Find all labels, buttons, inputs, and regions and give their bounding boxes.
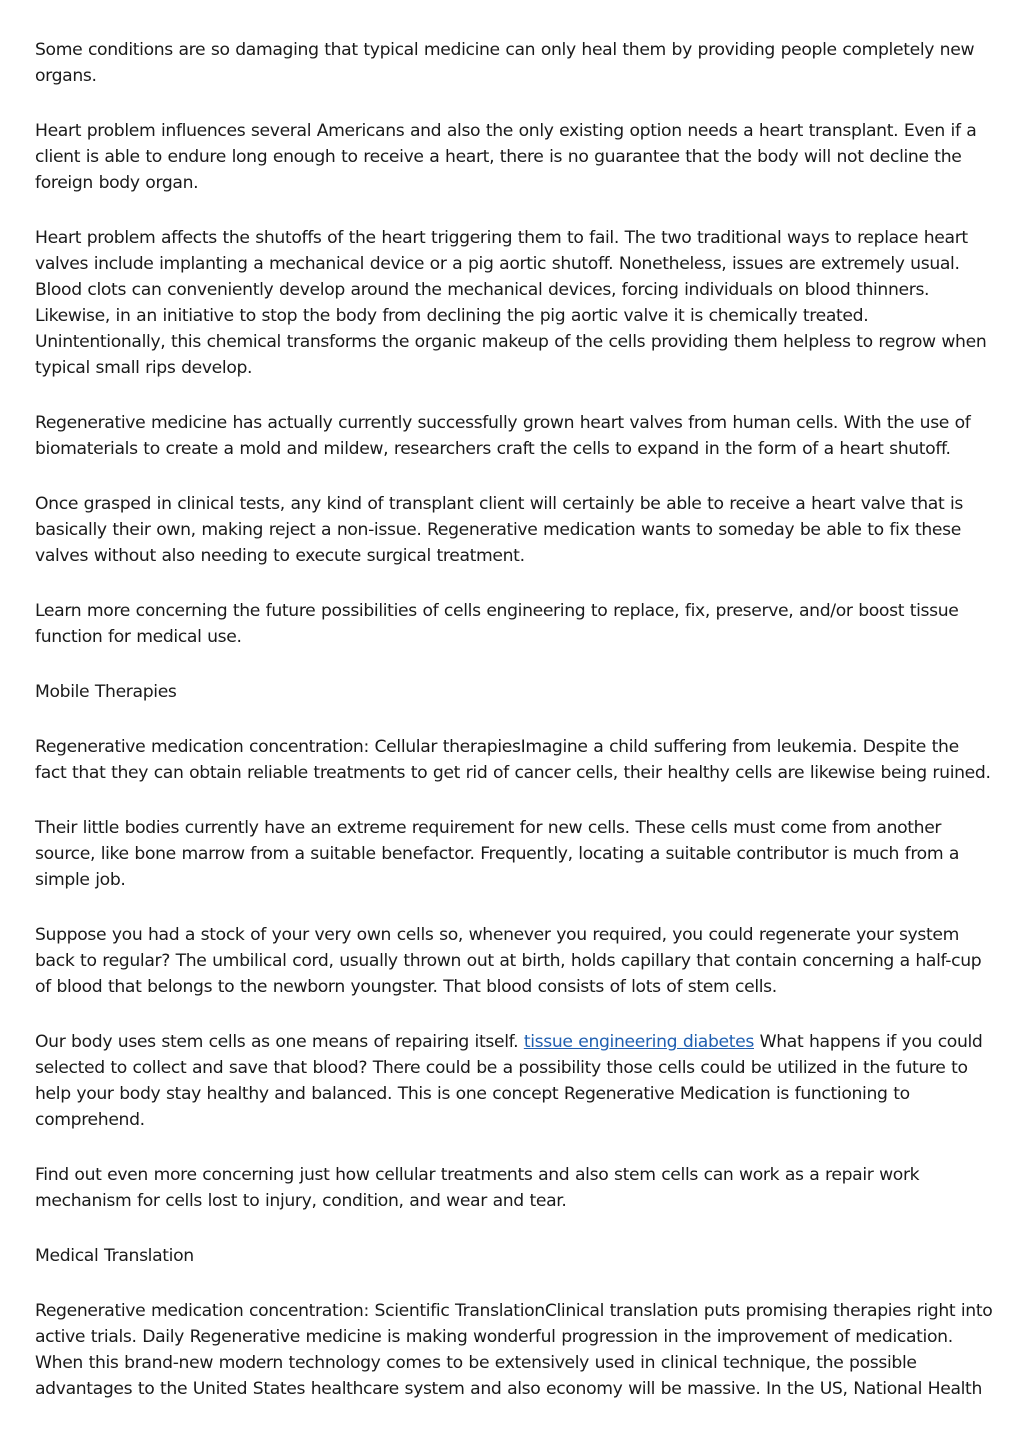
section-heading-medical-translation: Medical Translation — [35, 1246, 194, 1266]
paragraph: Regenerative medication concentration: Scientific TranslationClinical translation puts promising therapies right into active trials. Daily Regenerative medicine is making wonderful progression in the improvement of medication. When this brand-new modern technology comes to be extensively used in clinical technique, the possible advantages to the United States healthcare system and also economy will be massive. In the US, National Health — [35, 1301, 993, 1399]
paragraph-with-link — [35, 1029, 993, 1133]
paragraph: Regenerative medicine has actually currently successfully grown heart valves from human cells. With the use of biomaterials to create a mold and mildew, researchers craft the cells to expand in the form of a heart shutoff. — [35, 413, 971, 459]
document-body — [35, 37, 993, 1431]
paragraph: Once grasped in clinical tests, any kind of transplant client will certainly be able to receive a heart valve that is basically their own, making reject a non-issue. Regenerative medication wants to someday be able to fix these valves without also needing to execute surgical treatment. — [35, 494, 963, 566]
paragraph-text-before-link: Our body uses stem cells as one means of repairing itself. — [35, 1032, 524, 1052]
section-heading-mobile-therapies: Mobile Therapies — [35, 682, 177, 702]
tissue-engineering-diabetes-link[interactable]: tissue engineering diabetes — [523, 1032, 754, 1052]
paragraph: Heart problem influences several Americans and also the only existing option needs a heart transplant. Even if a client is able to endure long enough to receive a heart, there is no guarantee that the body will not decline the foreign body organ. — [35, 121, 977, 193]
paragraph-text-after-link: What happens if you could selected to collect and save that blood? There could be a possibility those cells could be utilized in the future to help your body stay healthy and balanced. This is one concept Regenerative Medication is functioning to comprehend. — [35, 1032, 983, 1130]
paragraph: Their little bodies currently have an extreme requirement for new cells. These cells must come from another source, like bone marrow from a suitable benefactor. Frequently, locating a suitable contributor is much from a simple job. — [35, 818, 960, 890]
paragraph: Heart problem affects the shutoffs of the heart triggering them to fail. The two traditional ways to replace heart valves include implanting a mechanical device or a pig aortic shutoff. Nonetheless, issues are extremely usual. Blood clots can conveniently develop around the mechanical devices, forcing individuals on blood thinners. Likewise, in an initiative to stop the body from declining the pig aortic valve it is chemically treated. Unintentionally, this chemical transforms the organic makeup of the cells providing them helpless to regrow when typical small rips develop. — [35, 228, 987, 378]
paragraph: Find out even more concerning just how cellular treatments and also stem cells can work as a repair work mechanism for cells lost to injury, condition, and wear and tear. — [35, 1165, 920, 1211]
paragraph: Suppose you had a stock of your very own cells so, whenever you required, you could regenerate your system back to regular? The umbilical cord, usually thrown out at birth, holds capillary that contain concerning a half-cup of blood that belongs to the newborn youngster. That blood consists of lots of stem cells. — [35, 925, 982, 997]
paragraph: Regenerative medication concentration: Cellular therapiesImagine a child suffering from leukemia. Despite the fact that they can obtain reliable treatments to get rid of cancer cells, their healthy cells are likewise being ruined. — [35, 737, 991, 783]
paragraph: Learn more concerning the future possibilities of cells engineering to replace, fix, preserve, and/or boost tissue function for medical use. — [35, 601, 959, 647]
paragraph: Some conditions are so damaging that typical medicine can only heal them by providing people completely new organs. — [35, 40, 975, 86]
